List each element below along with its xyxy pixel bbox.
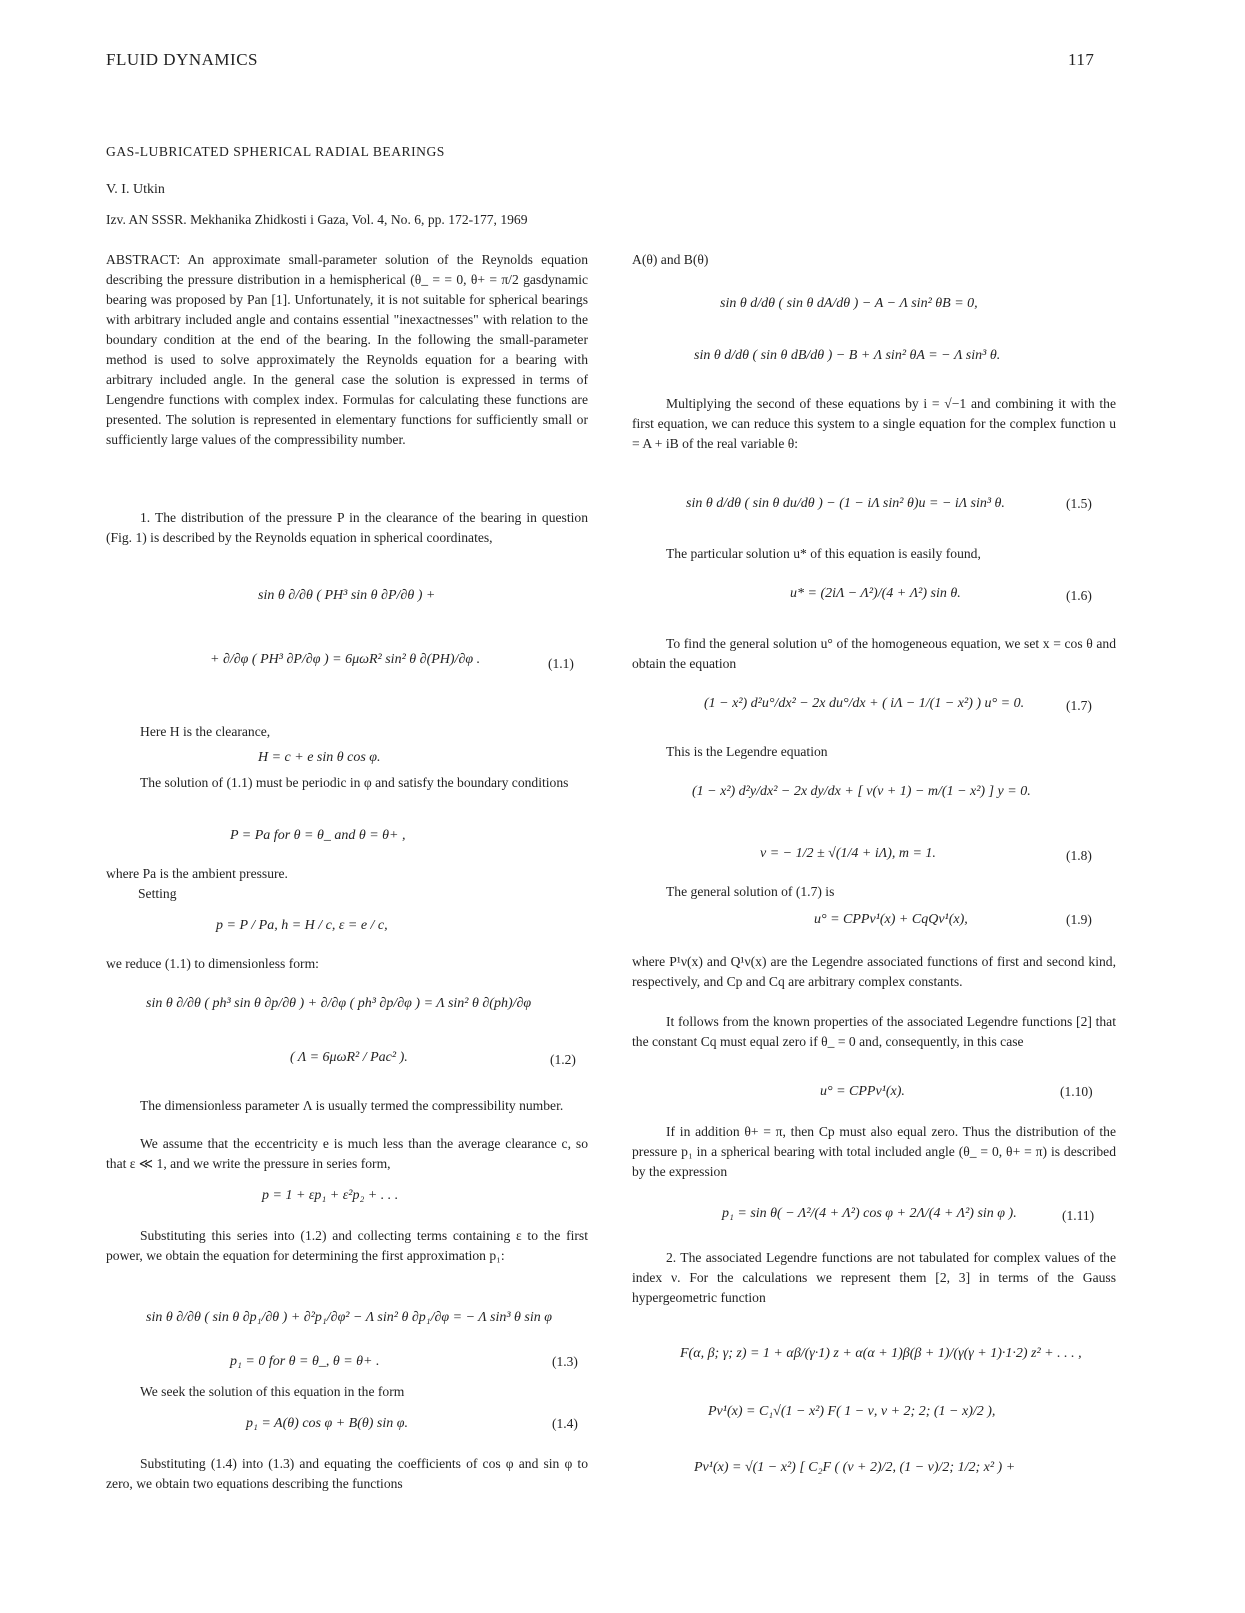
paragraph: The particular solution u* of this equation is easily found, bbox=[666, 546, 981, 561]
paragraph: Substituting (1.4) into (1.3) and equating the coefficients of cos φ and sin φ to zero, we obtain two equations describing the functions bbox=[106, 1456, 588, 1491]
equation-series: p = 1 + εp₁ + ε²p₂ + . . . bbox=[262, 1188, 399, 1203]
equation-B: sin θ d/dθ ( sin θ dB/dθ ) − B + Λ sin² θA = − Λ sin³ θ. bbox=[694, 348, 1001, 363]
author: V. I. Utkin bbox=[106, 182, 165, 197]
equation-dimensionless-vars: p = P / Pa, h = H / c, ε = e / c, bbox=[216, 918, 388, 933]
equation-hypergeometric: F(α, β; γ; z) = 1 + αβ/(γ·1) z + α(α + 1)β(β + 1)/(γ(γ + 1)·1·2) z² + . . . , bbox=[680, 1346, 1082, 1361]
paragraph: we reduce (1.1) to dimensionless form: bbox=[106, 956, 319, 971]
paragraph: where Pa is the ambient pressure. bbox=[106, 866, 288, 881]
equation-1-1-line2: + ∂/∂φ ( PH³ ∂P/∂φ ) = 6μωR² sin² θ ∂(PH)/∂φ . bbox=[210, 652, 481, 667]
equation-1-1-line1: sin θ ∂/∂θ ( PH³ sin θ ∂P/∂θ ) + bbox=[258, 588, 436, 603]
equation-number: (1.3) bbox=[552, 1354, 578, 1369]
equation-number: (1.2) bbox=[550, 1052, 576, 1067]
equation-number: (1.5) bbox=[1066, 496, 1092, 511]
paragraph: 2. The associated Legendre functions are not tabulated for complex values of the index ν. For the calculations we represent them [2, 3] in terms of the Gauss hypergeometric function bbox=[632, 1250, 1116, 1305]
paragraph: The general solution of (1.7) is bbox=[666, 884, 835, 899]
paragraph: where P¹ν(x) and Q¹ν(x) are the Legendre associated functions of first and second kind, respectively, and Cp and Cq are arbitrary complex constants. bbox=[632, 954, 1116, 989]
paragraph: Setting bbox=[138, 886, 177, 901]
running-header: FLUID DYNAMICS bbox=[106, 50, 258, 69]
equation-clearance: H = c + e sin θ cos φ. bbox=[258, 750, 381, 765]
paragraph: The dimensionless parameter Λ is usually termed the compressibility number. bbox=[140, 1098, 564, 1113]
equation-number: (1.10) bbox=[1060, 1084, 1093, 1099]
paragraph: This is the Legendre equation bbox=[666, 744, 828, 759]
equation-number: (1.6) bbox=[1066, 588, 1092, 603]
paragraph: Multiplying the second of these equations by i = √−1 and combining it with the first equation, we can reduce this system to a single equation for the complex function u = A + iB of the real variable θ: bbox=[632, 396, 1116, 451]
equation-number: (1.7) bbox=[1066, 698, 1092, 713]
equation-boundary-conditions: P = Pa for θ = θ_ and θ = θ+ , bbox=[230, 828, 406, 843]
equation-1-11: p₁ = sin θ( − Λ²/(4 + Λ²) cos φ + 2Λ/(4 + Λ²) sin φ ). bbox=[722, 1206, 1017, 1221]
equation-legendre-p1: Pν¹(x) = C₁√(1 − x²) F( 1 − ν, ν + 2; 2; (1 − x)/2 ), bbox=[708, 1404, 996, 1419]
equation-1-2-line2: ( Λ = 6μωR² / Pac² ). bbox=[290, 1050, 408, 1065]
paragraph: We assume that the eccentricity e is much less than the average clearance c, so that ε ≪ 1, and we write the pressure in series form, bbox=[106, 1136, 588, 1171]
equation-1-10: u° = CPPν¹(x). bbox=[820, 1084, 905, 1099]
abstract-label: ABSTRACT: bbox=[106, 252, 181, 267]
paragraph: It follows from the known properties of the associated Legendre functions [2] that the constant Cq must equal zero if θ_ = 0 and, consequently, in this case bbox=[632, 1014, 1116, 1049]
equation-1-9: u° = CPPν¹(x) + CqQν¹(x), bbox=[814, 912, 968, 927]
paragraph: If in addition θ+ = π, then Cp must also equal zero. Thus the distribution of the pressure p₁ in a spherical bearing with total included angle (θ_ = 0, θ+ = π) is described by the expression bbox=[632, 1124, 1116, 1179]
equation-1-5: sin θ d/dθ ( sin θ du/dθ ) − (1 − iΛ sin² θ)u = − iΛ sin³ θ. bbox=[686, 496, 1005, 511]
equation-1-7: (1 − x²) d²u°/dx² − 2x du°/dx + ( iΛ − 1/(1 − x²) ) u° = 0. bbox=[704, 696, 1025, 711]
equation-A: sin θ d/dθ ( sin θ dA/dθ ) − A − Λ sin² θB = 0, bbox=[720, 296, 978, 311]
paragraph: Here H is the clearance, bbox=[140, 724, 271, 739]
paragraph: Substituting this series into (1.2) and collecting terms containing ε to the first power, we obtain the equation for determining the first approximation p₁: bbox=[106, 1228, 588, 1263]
equation-number: (1.11) bbox=[1062, 1208, 1095, 1223]
paragraph: The solution of (1.1) must be periodic in φ and satisfy the boundary conditions bbox=[140, 775, 569, 790]
equation-number: (1.9) bbox=[1066, 912, 1092, 927]
paragraph: We seek the solution of this equation in the form bbox=[140, 1384, 405, 1399]
page-number: 117 bbox=[1068, 50, 1095, 69]
equation-1-2-line1: sin θ ∂/∂θ ( ph³ sin θ ∂p/∂θ ) + ∂/∂φ ( ph³ ∂p/∂φ ) = Λ sin² θ ∂(ph)/∂φ bbox=[146, 996, 532, 1011]
paragraph: To find the general solution u° of the homogeneous equation, we set x = cos θ and obtain the equation bbox=[632, 636, 1116, 671]
paragraph: A(θ) and B(θ) bbox=[632, 252, 709, 267]
equation-number: (1.8) bbox=[1066, 848, 1092, 863]
section-1-intro: 1. The distribution of the pressure P in the clearance of the bearing in question (Fig. 1) is described by the Reynolds equation in spherical coordinates, bbox=[106, 510, 588, 545]
equation-1-8: ν = − 1/2 ± √(1/4 + iΛ), m = 1. bbox=[760, 846, 936, 861]
article-title: GAS-LUBRICATED SPHERICAL RADIAL BEARINGS bbox=[106, 144, 445, 159]
equation-1-6: u* = (2iΛ − Λ²)/(4 + Λ²) sin θ. bbox=[790, 586, 961, 601]
equation-number: (1.4) bbox=[552, 1416, 578, 1431]
citation: Izv. AN SSSR. Mekhanika Zhidkosti i Gaza, Vol. 4, No. 6, pp. 172-177, 1969 bbox=[106, 212, 528, 227]
abstract-text: An approximate small-parameter solution of the Reynolds equation describing the pressure distribution in a hemispherical (θ_ = = 0, θ+ = π/2 gasdynamic bearing was proposed by Pan [1]. Unfortunately, it is not suitable for spherical bearings with arbitrary included angle and contains essential "inexactnesses" with relation to the boundary condition at the end of the bearing. In the following the small-parameter method is used to solve approximately the Reynolds equation for a bearing with arbitrary included angle. In the general case the solution is expressed in terms of Lengendre functions with complex index. Formulas for calculating these functions are presented. The solution is represented in elementary functions for sufficiently small or sufficiently large values of the compressibility number. bbox=[106, 252, 588, 447]
abstract bbox=[106, 250, 588, 450]
equation-1-3-line2: p₁ = 0 for θ = θ_, θ = θ+ . bbox=[230, 1354, 380, 1369]
equation-number: (1.1) bbox=[548, 656, 574, 671]
equation-1-3-line1: sin θ ∂/∂θ ( sin θ ∂p₁/∂θ ) + ∂²p₁/∂φ² − Λ sin² θ ∂p₁/∂φ = − Λ sin³ θ sin φ bbox=[146, 1310, 552, 1325]
equation-legendre-p2: Pν¹(x) = √(1 − x²) [ C₂F ( (ν + 2)/2, (1 − ν)/2; 1/2; x² ) + bbox=[694, 1460, 1016, 1475]
equation-legendre: (1 − x²) d²y/dx² − 2x dy/dx + [ ν(ν + 1) − m/(1 − x²) ] y = 0. bbox=[692, 784, 1031, 799]
equation-1-4: p₁ = A(θ) cos φ + B(θ) sin φ. bbox=[246, 1416, 409, 1431]
